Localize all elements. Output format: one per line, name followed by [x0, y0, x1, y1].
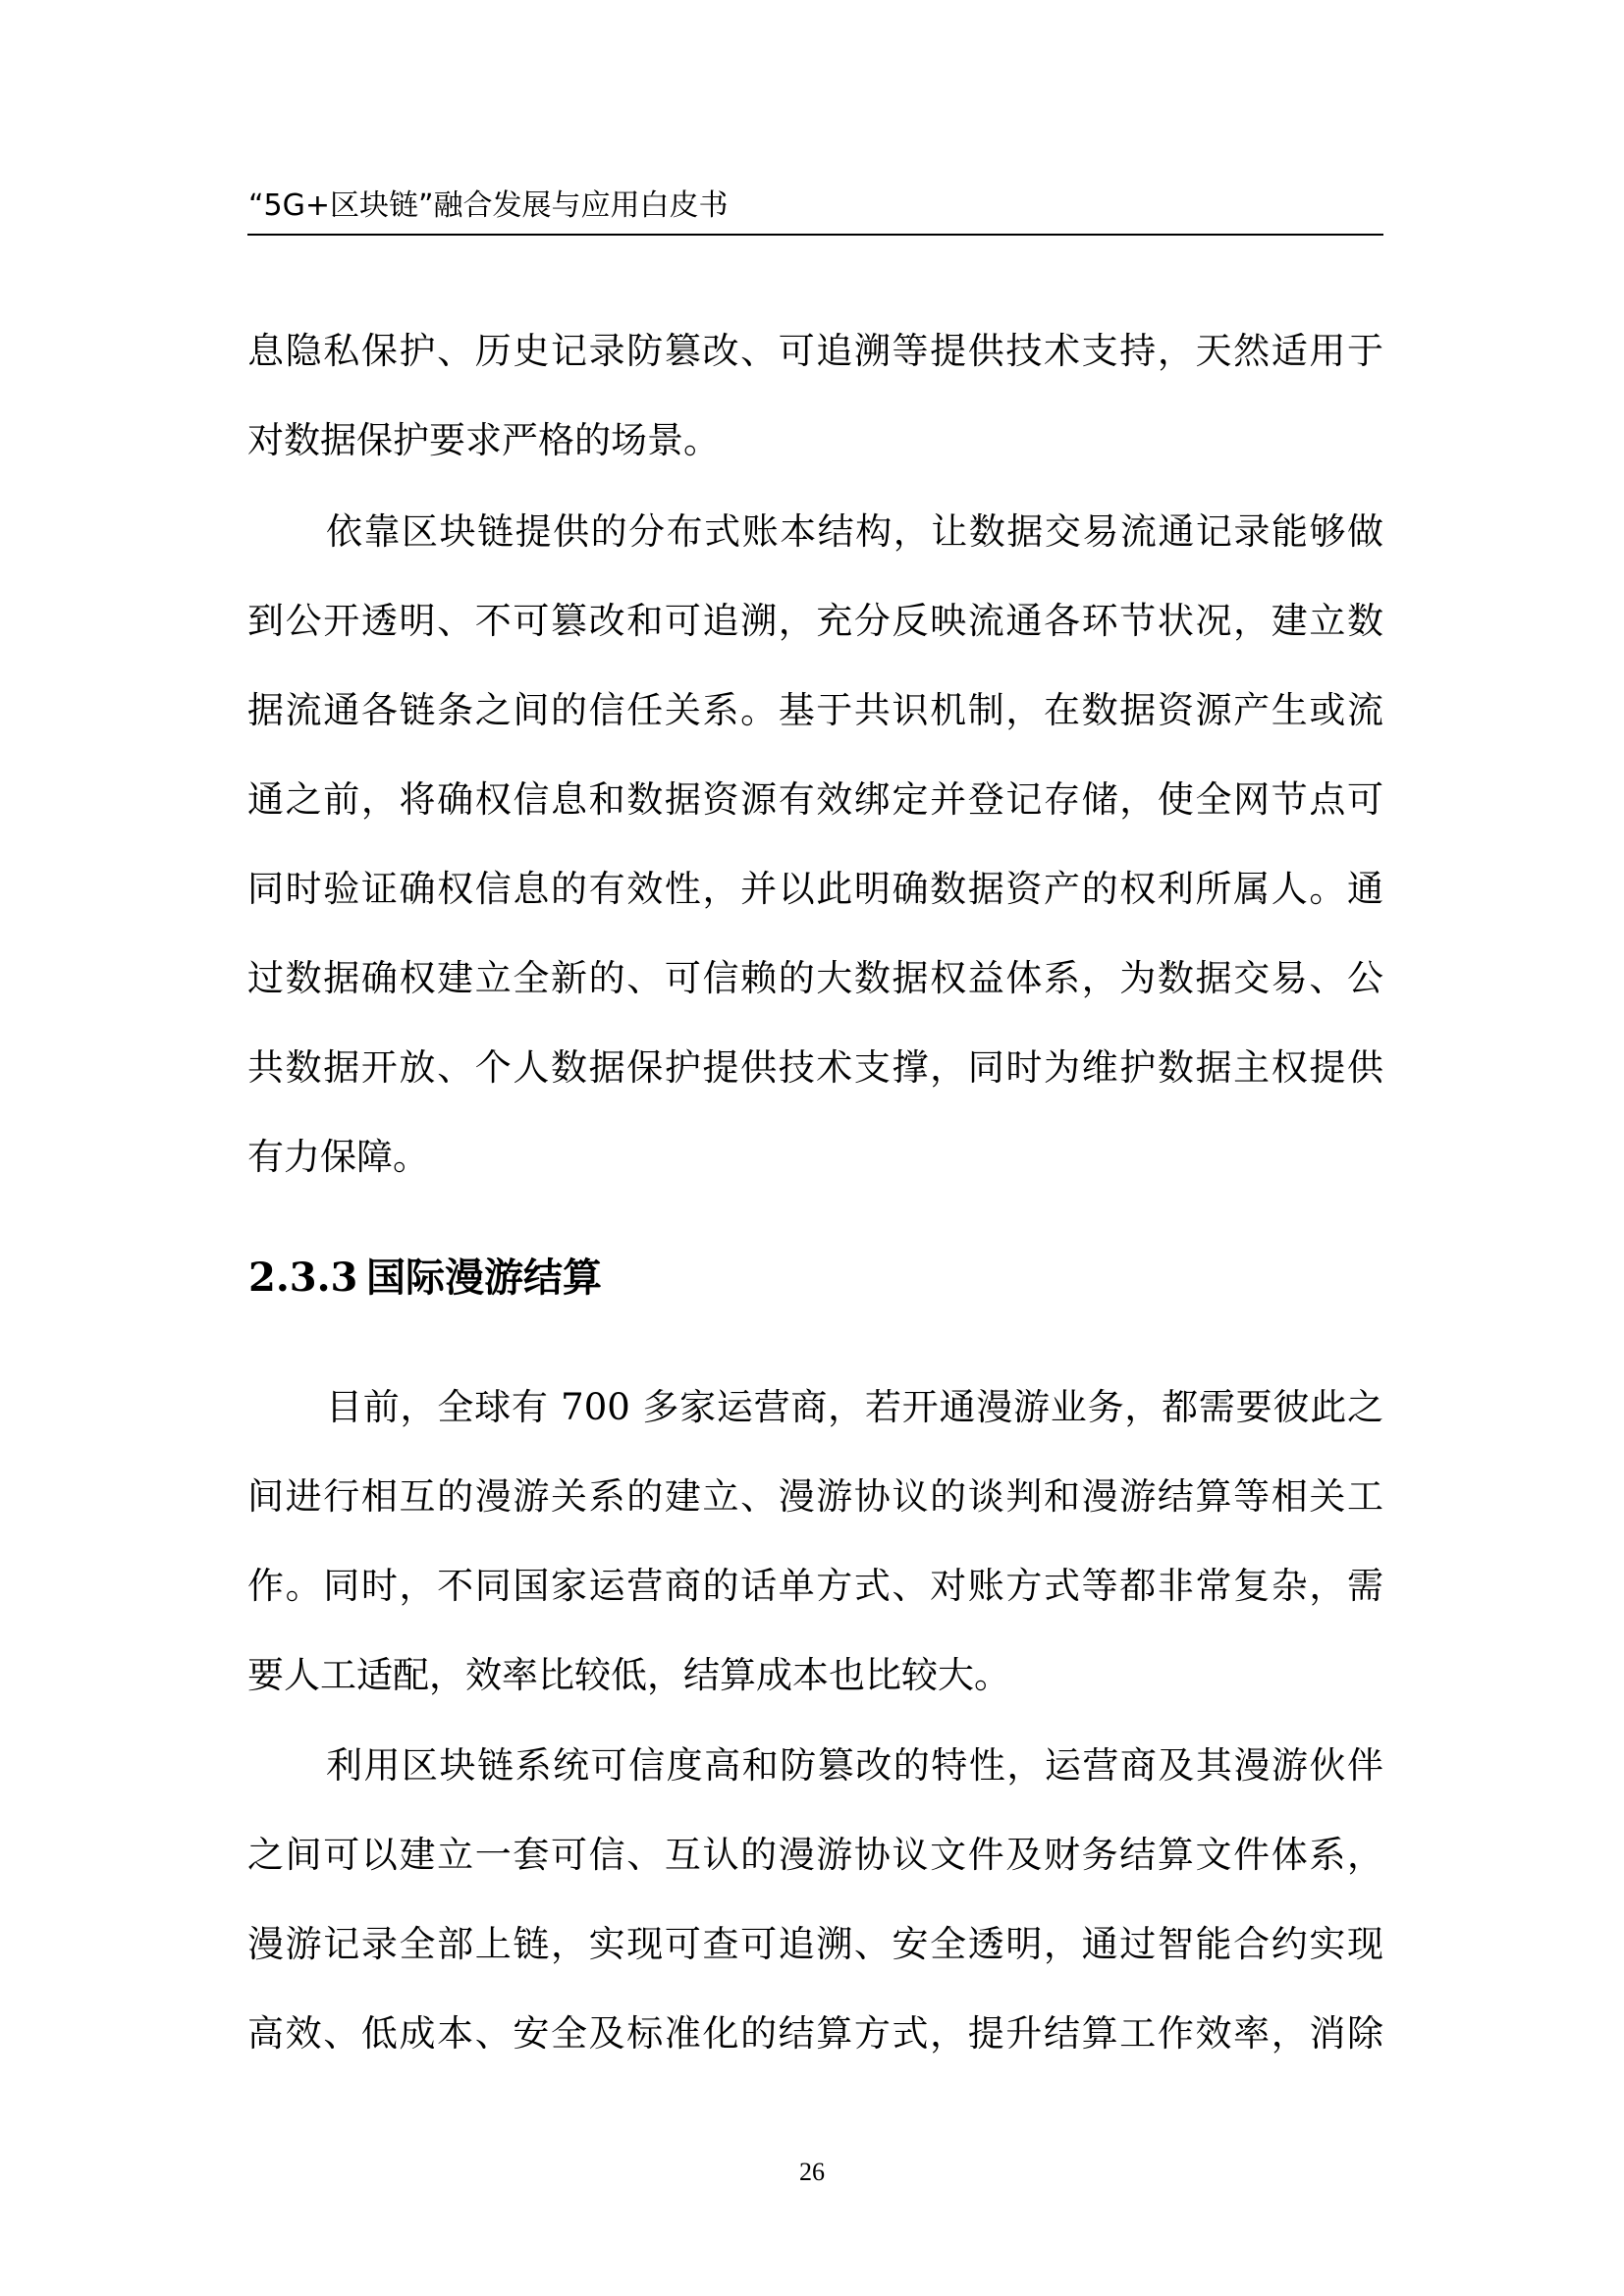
header-divider [247, 234, 1383, 236]
text-line: 利用区块链系统可信度高和防篡改的特性，运营商及其漫游伙伴 [326, 1744, 1383, 1787]
text-line: 目前，全球有 700 多家运营商，若开通漫游业务，都需要彼此之 [326, 1386, 1383, 1428]
text-line: 有力保障。 [247, 1136, 429, 1178]
text-line: 对数据保护要求严格的场景。 [247, 419, 720, 461]
text-line: 过数据确权建立全新的、可信赖的大数据权益体系，为数据交易、公 [247, 957, 1383, 999]
text-line: 共数据开放、个人数据保护提供技术支撑，同时为维护数据主权提供 [247, 1046, 1383, 1089]
section-number: 2.3.3 [248, 1255, 358, 1301]
text-line: 高效、低成本、安全及标准化的结算方式，提升结算工作效率，消除 [247, 2012, 1383, 2055]
paragraph-data-rights [247, 487, 1383, 1201]
text-line: 到公开透明、不可篡改和可追溯，充分反映流通各环节状况，建立数 [247, 600, 1383, 642]
section-title: 国际漫游结算 [366, 1255, 602, 1301]
text-line: 同时验证确权信息的有效性，并以此明确数据资产的权利所属人。通 [247, 868, 1383, 910]
text-line: 息隐私保护、历史记录防篡改、可追溯等提供技术支持，天然适用于 [247, 330, 1383, 372]
paragraph-roaming-blockchain [247, 1721, 1383, 2078]
text-line: 要人工适配，效率比较低，结算成本也比较大。 [247, 1654, 1010, 1696]
page-number: 26 [799, 2158, 825, 2186]
text-line: 漫游记录全部上链，实现可查可追溯、安全透明，通过智能合约实现 [247, 1923, 1383, 1965]
text-line: 通之前，将确权信息和数据资源有效绑定并登记存储，使全网节点可 [247, 778, 1383, 821]
text-line: 间进行相互的漫游关系的建立、漫游协议的谈判和漫游结算等相关工 [247, 1475, 1383, 1518]
text-line: 据流通各链条之间的信任关系。基于共识机制，在数据资源产生或流 [247, 689, 1383, 731]
text-line: 作。同时，不同国家运营商的话单方式、对账方式等都非常复杂，需 [247, 1565, 1383, 1607]
paragraph-roaming-background [247, 1362, 1383, 1720]
running-header: “5G+区块链”融合发展与应用白皮书 [248, 188, 729, 223]
text-line: 依靠区块链提供的分布式账本结构，让数据交易流通记录能够做 [326, 510, 1383, 553]
text-line: 之间可以建立一套可信、互认的漫游协议文件及财务结算文件体系， [247, 1834, 1383, 1876]
section-heading [248, 1249, 602, 1308]
paragraph-continuation [247, 306, 1383, 485]
